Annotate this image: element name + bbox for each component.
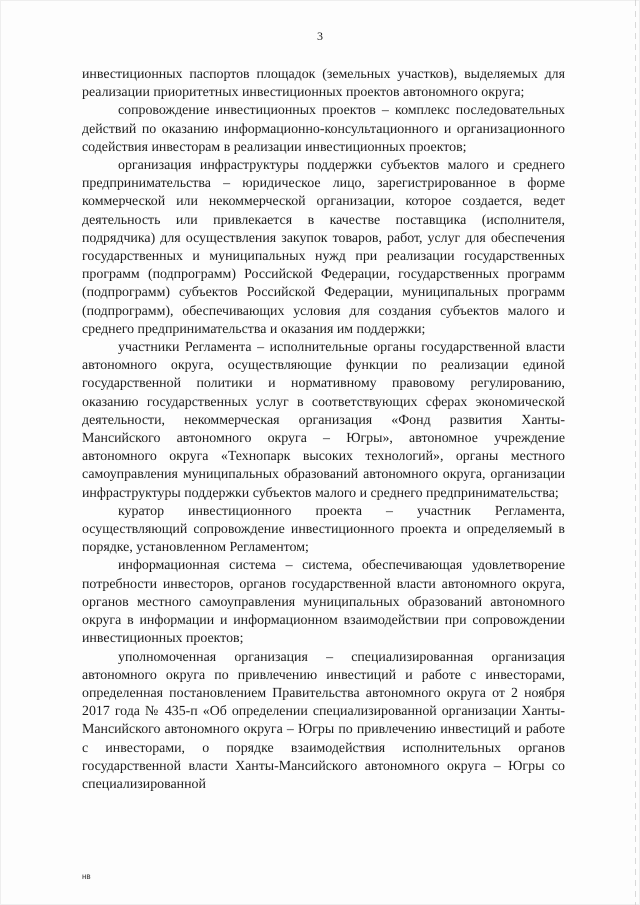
scan-edge: [635, 0, 636, 905]
page-number: 3: [317, 29, 323, 43]
paragraph-definition-participants: участники Регламента – исполнительные органы государственной власти автономного округа, осуществляющие функции по реализации единой государственной политики и нормативному правовому регулированию, оказанию государственных услуг в соответствующих сферах экономической деятельности, некоммерческая организация «Фонд развития Ханты-Мансийского автономного округа – Югры», автономное учреждение автономного округа «Технопарк высоких технологий», органы местного самоуправления муниципальных образований автономного округа, организации инфраструктуры поддержки субъектов малого и среднего предпринимательства;: [82, 340, 565, 501]
paragraph-definition-support: сопровождение инвестиционных проектов – комплекс последовательных действий по оказанию информационно-консультационного и организационного содействия инвесторам в реализации инвестиционных проектов;: [82, 103, 565, 155]
paragraph-definition-authorized-org: уполномоченная организация – специализированная организация автономного округа по привлечению инвестиций и работе с инвесторами, определенная постановлением Правительства автономного округа от 2 ноября 2017 года № 435-п «Об определении специализированной организации Ханты-Мансийского автономного округа – Югры по привлечению инвестиций и работе с инвесторами, о порядке взаимодействия исполнительных органов государственной власти Ханты-Мансийского автономного округа – Югры со специализированной: [82, 649, 565, 792]
paragraph-continuation: инвестиционных паспортов площадок (земельных участков), выделяемых для реализации приоритетных инвестиционных проектов автономного округа;: [82, 67, 565, 101]
document-body: [82, 66, 565, 794]
paragraph-definition-curator: куратор инвестиционного проекта – участник Регламента, осуществляющий сопровождение инвестиционного проекта и определяемый в порядке, установленном Регламентом;: [82, 503, 565, 556]
paragraph-definition-info-system: информационная система – система, обеспечивающая удовлетворение потребности инвесторов, органов государственной власти автономного округа, органов местного самоуправления муниципальных образований автономного округа в информации и информационном взаимодействии при сопровождении инвестиционных проектов;: [82, 558, 565, 647]
footer-mark: нв: [82, 872, 91, 881]
paragraph-definition-infrastructure: организация инфраструктуры поддержки субъектов малого и среднего предпринимательства – юридическое лицо, зарегистрированное в форме коммерческой или некоммерческой организации, которое создается, ведет деятельность или привлекается в качестве поставщика (исполнителя, подрядчика) для осуществления закупок товаров, работ, услуг для обеспечения государственных и муниципальных нужд при реализации государственных программ (подпрограмм) Российской Федерации, государственных программ (подпрограмм) субъектов Российской Федерации, муниципальных программ (подпрограмм), обеспечивающих условия для создания субъектов малого и среднего предпринимательства и оказания им поддержки;: [82, 158, 565, 337]
